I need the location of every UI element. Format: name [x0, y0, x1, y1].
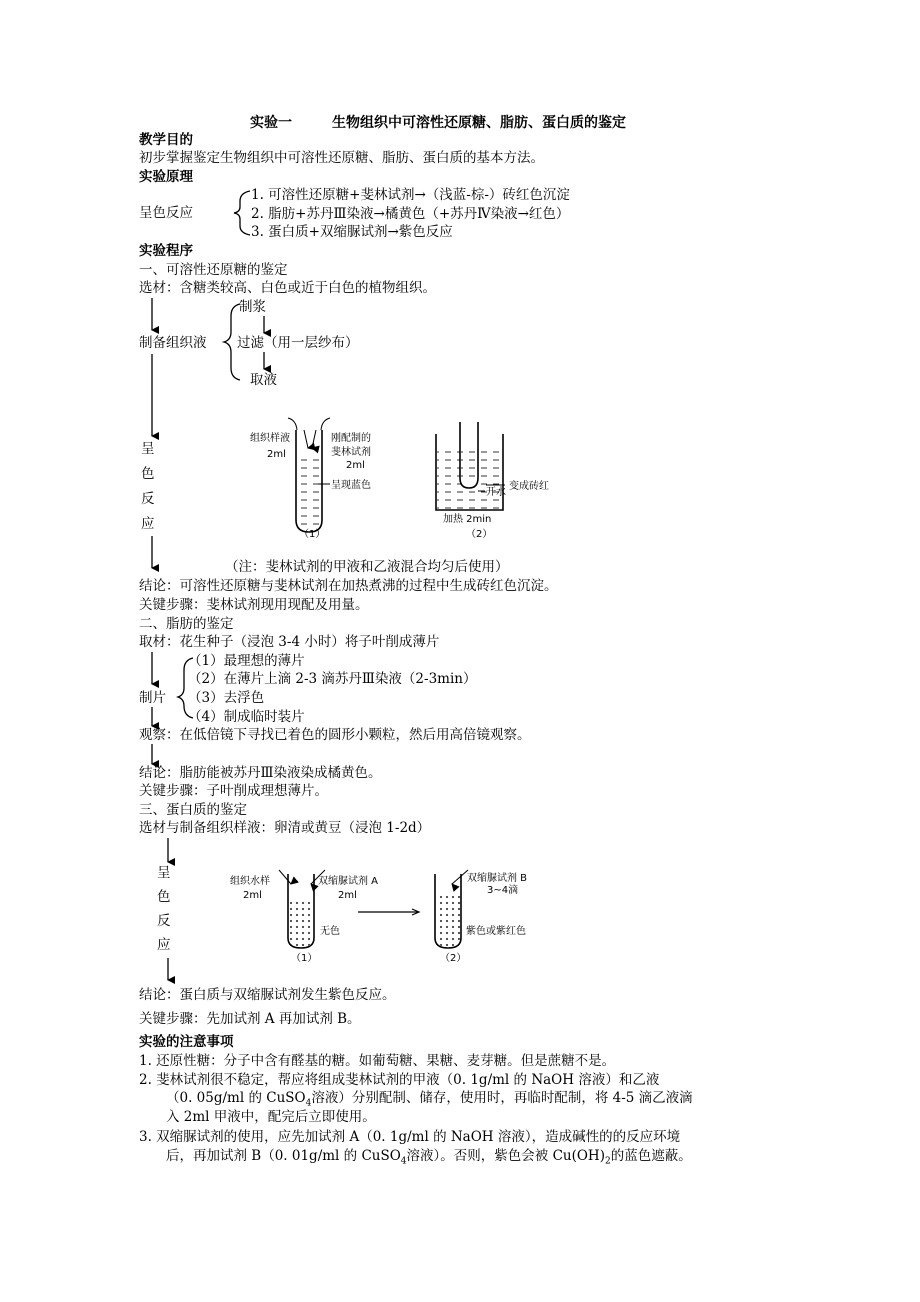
- protein-reaction-char-2: 色: [157, 889, 171, 905]
- protein-reaction-char-1: 呈: [157, 865, 171, 881]
- protein-material: 选材与制备组织样液：卵清或黄豆（浸泡 1-2d）: [139, 820, 431, 836]
- fat-step-1: （1）最理想的薄片: [188, 653, 305, 669]
- sugar-heading: 一、可溶性还原糖的鉴定: [139, 262, 288, 278]
- fat-step-brace: [178, 658, 193, 718]
- principle-heading: 实验原理: [139, 169, 193, 185]
- protein-conclusion: 结论：蛋白质与双缩脲试剂发生紫色反应。: [139, 987, 396, 1003]
- subscript-4: 4: [305, 1098, 312, 1109]
- fat-slice-label: 制片: [139, 690, 166, 706]
- protein-key-step: 关键步骤：先加试剂 A 再加试剂 B。: [139, 1011, 361, 1027]
- sugar-prep-label: 制备组织液: [139, 335, 207, 351]
- protein-heading: 三、蛋白质的鉴定: [139, 802, 247, 818]
- protein-fig-label-sample: 组织水样: [230, 876, 270, 887]
- sugar-reaction-char-4: 应: [141, 516, 155, 532]
- fat-key-step: 关键步骤：子叶削成理想薄片。: [139, 783, 328, 799]
- protein-test-tube-2: [435, 870, 468, 948]
- sugar-fig-label-sample: 组织样液: [250, 433, 290, 444]
- principle-item-2: 2. 脂肪+苏丹Ⅲ染液→橘黄色（+苏丹Ⅳ染液→红色）: [251, 206, 570, 222]
- note-3-line-1: 3. 双缩脲试剂的使用，应先加试剂 A（0. 1g/ml 的 NaOH 溶液），造成碱性的的反应环境: [139, 1129, 681, 1145]
- protein-fig-caption-1: （1）: [291, 953, 318, 964]
- note-2-line-2b: 溶液）分别配制、储存，使用时，再临时配制，将 4-5 滴乙液滴: [311, 1090, 693, 1106]
- note-3-line-2b: 溶液）。否则，紫色会被 Cu(OH): [406, 1148, 605, 1164]
- principle-brace: [234, 191, 250, 235]
- title-main: 实验一: [250, 115, 292, 131]
- fat-observe: 观察：在低倍镜下寻找已着色的圆形小颗粒，然后用高倍镜观察。: [139, 727, 531, 743]
- sugar-fig-label-brick: 变成砖红: [509, 481, 549, 492]
- fat-conclusion: 结论：脂肪能被苏丹Ⅲ染液染成橘黄色。: [139, 765, 382, 781]
- sugar-fig-label-fehling: 斐林试剂: [331, 447, 371, 458]
- notes-heading: 实验的注意事项: [139, 1034, 234, 1050]
- protein-reaction-char-3: 反: [157, 913, 171, 929]
- subscript-4: 4: [400, 1156, 407, 1167]
- sugar-fig-label-sample-vol: 2ml: [267, 449, 286, 460]
- sugar-step-1: 制浆: [239, 299, 266, 315]
- protein-fig-label-colorless: 无色: [320, 926, 340, 937]
- protein-reaction-char-4: 应: [157, 937, 171, 953]
- fat-material: 取材：花生种子（浸泡 3-4 小时）将子叶削成薄片: [139, 634, 440, 650]
- sugar-step-2: 过滤（用一层纱布）: [237, 335, 359, 351]
- sugar-reaction-char-2: 色: [141, 466, 155, 482]
- procedure-heading: 实验程序: [139, 243, 193, 259]
- sugar-fig-label-water: 开水: [486, 487, 506, 498]
- fat-step-4: （4）制成临时装片: [188, 709, 305, 725]
- sugar-fig-label-fresh: 刚配制的: [331, 433, 371, 444]
- title-sub: 生物组织中可溶性还原糖、脂肪、蛋白质的鉴定: [332, 115, 626, 131]
- sugar-fig-label-heat: 加热 2min: [443, 514, 492, 525]
- sugar-step-3: 取液: [250, 372, 277, 388]
- sugar-fig-caption-2: （2）: [466, 529, 493, 540]
- note-1: 1. 还原性糖：分子中含有醛基的糖。如葡萄糖、果糖、麦芽糖。但是蔗糖不是。: [139, 1053, 616, 1069]
- protein-fig-label-reagent-a-vol: 2ml: [338, 890, 357, 901]
- principle-item-1: 1. 可溶性还原糖+斐林试剂→（浅蓝-棕-）砖红色沉淀: [251, 187, 570, 203]
- sugar-note: （注：斐林试剂的甲液和乙液混合均匀后使用）: [225, 559, 509, 575]
- note-2-line-3: 入 2ml 甲液中，配完后立即使用。: [166, 1109, 376, 1125]
- sugar-fig-label-blue: 呈现蓝色: [331, 480, 371, 491]
- principle-label: 呈色反应: [139, 205, 193, 221]
- fat-step-3: （3）去浮色: [188, 690, 265, 706]
- sugar-reaction-char-1: 呈: [141, 441, 155, 457]
- purpose-heading: 教学目的: [139, 132, 193, 148]
- protein-fig-caption-2: （2）: [440, 953, 467, 964]
- sugar-fig-caption-1: （1）: [299, 529, 326, 540]
- protein-fig-label-sample-vol: 2ml: [243, 890, 262, 901]
- sugar-reaction-char-3: 反: [141, 491, 155, 507]
- note-3-line-2a: 后，再加试剂 B（0. 01g/ml 的 CuSO: [166, 1148, 401, 1164]
- protein-fig-label-purple: 紫色或紫红色: [466, 926, 526, 937]
- sugar-prep-brace: [224, 304, 240, 380]
- sugar-material: 选材：含糖类较高、白色或近于白色的植物组织。: [139, 280, 436, 296]
- note-2-line-2a: （0. 05g/ml 的 CuSO: [166, 1090, 306, 1106]
- fat-heading: 二、脂肪的鉴定: [139, 616, 234, 632]
- sugar-conclusion: 结论：可溶性还原糖与斐林试剂在加热煮沸的过程中生成砖红色沉淀。: [139, 578, 558, 594]
- sugar-test-tube-1: [288, 418, 330, 532]
- sugar-key-step: 关键步骤：斐林试剂现用现配及用量。: [139, 597, 369, 613]
- note-2-line-1: 2. 斐林试剂很不稳定，帮应将组成斐林试剂的甲液（0. 1g/ml 的 NaOH 溶液）和乙液: [139, 1072, 660, 1088]
- fat-step-2: （2）在薄片上滴 2-3 滴苏丹Ⅲ染液（2-3min）: [188, 671, 477, 687]
- principle-item-3: 3. 蛋白质+双缩脲试剂→紫色反应: [251, 224, 453, 240]
- sugar-fig-label-fehling-vol: 2ml: [346, 460, 365, 471]
- subscript-2: 2: [604, 1156, 611, 1167]
- protein-fig-label-reagent-b: 双缩脲试剂 B: [467, 873, 528, 884]
- protein-fig-label-reagent-a: 双缩脲试剂 A: [318, 876, 379, 887]
- purpose-text: 初步掌握鉴定生物组织中可溶性还原糖、脂肪、蛋白质的基本方法。: [139, 150, 544, 166]
- note-3-line-2c: 的蓝色遮蔽。: [610, 1148, 692, 1164]
- protein-fig-label-reagent-b-drops: 3~4滴: [487, 885, 519, 896]
